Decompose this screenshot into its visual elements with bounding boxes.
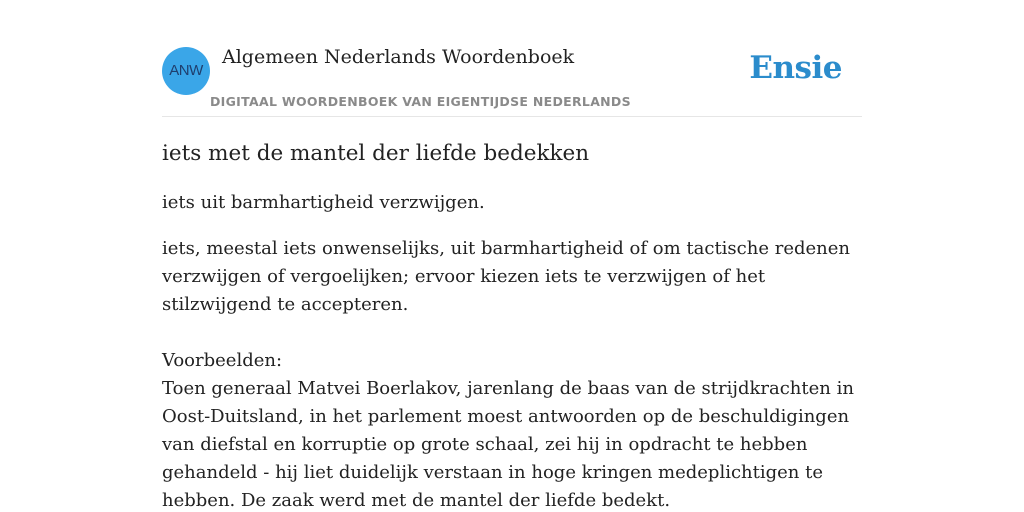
entry-headword: iets met de mantel der liefde bedekken bbox=[162, 141, 590, 166]
anw-logo[interactable]: ANW bbox=[162, 47, 210, 95]
site-subtitle: DIGITAAL WOORDENBOEK VAN EIGENTIJDSE NEDERLANDS bbox=[210, 94, 631, 109]
ensie-brand-logo[interactable]: Ensie bbox=[749, 50, 842, 86]
example-text: Toen generaal Matvei Boerlakov, jarenlang de baas van de strijdkrachten in Oost-Duitsland, in het parlement moest antwoorden op de beschuldigingen van diefstal en korruptie op grote schaal, zei hij in opdracht te hebben gehandeld - hij liet duidelijk verstaan in hoge kringen medeplichtigen te hebben. De zaak werd met de mantel der liefde bedekt. bbox=[162, 378, 854, 511]
site-title[interactable]: Algemeen Nederlands Woordenboek bbox=[222, 46, 575, 68]
long-definition: iets, meestal iets onwenselijks, uit barmhartigheid of om tactische redenen verzwijgen of vergoelijken; ervoor kiezen iets te verzwijgen of het stilzwijgend te accepteren. bbox=[162, 238, 850, 315]
short-definition: iets uit barmhartigheid verzwijgen. bbox=[162, 192, 485, 213]
entry-content bbox=[162, 138, 862, 512]
site-header bbox=[162, 38, 862, 117]
examples-label: Voorbeelden: bbox=[162, 350, 283, 371]
